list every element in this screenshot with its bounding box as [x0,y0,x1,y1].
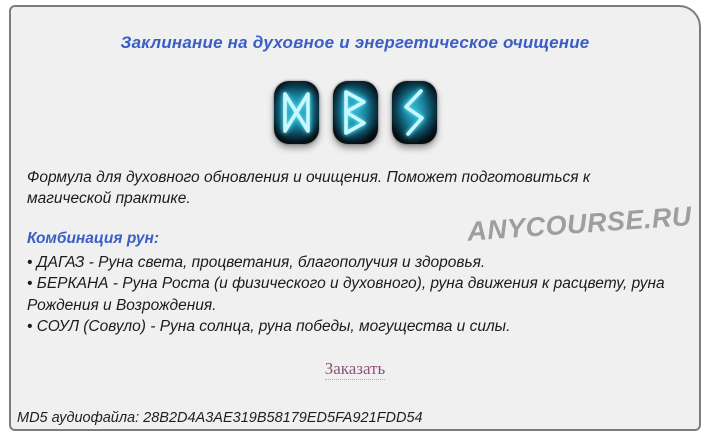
rune-tile-dagaz [274,81,319,144]
page-title: Заклинание на духовное и энергетическое очищение [120,33,590,52]
content-panel [9,5,701,431]
watermark-text: ANYCOURSE.RU [466,201,693,247]
list-item: • СОУЛ (Совуло) - Руна солнца, руна победы, могущества и силы. [27,318,511,335]
list-item: • ДАГАЗ - Руна света, процветания, благополучия и здоровья. [27,253,486,271]
rune-tile-sowilo [392,81,437,144]
sowilo-rune-icon [392,81,437,144]
dagaz-rune-icon [274,81,319,144]
order-row [11,359,699,380]
md5-audio-hash: MD5 аудиофайла: 28B2D4A3AE319B58179ED5FA921FDD54 [17,410,423,426]
rune-images-row [11,81,699,144]
description-text: Формула для духовного обновления и очищения. Поможет подготовиться к магической практике. [27,169,591,207]
order-link[interactable]: Заказать [324,359,386,378]
berkana-rune-icon [333,81,378,144]
rune-combination-section [27,228,707,338]
rune-tile-berkana [333,81,378,144]
list-item: • БЕРКАНА - Руна Роста (и физического и духовного), руна движения к расцвету, руна Рождения и Возрождения. [27,275,665,314]
combination-heading: Комбинация рун: [27,230,160,247]
